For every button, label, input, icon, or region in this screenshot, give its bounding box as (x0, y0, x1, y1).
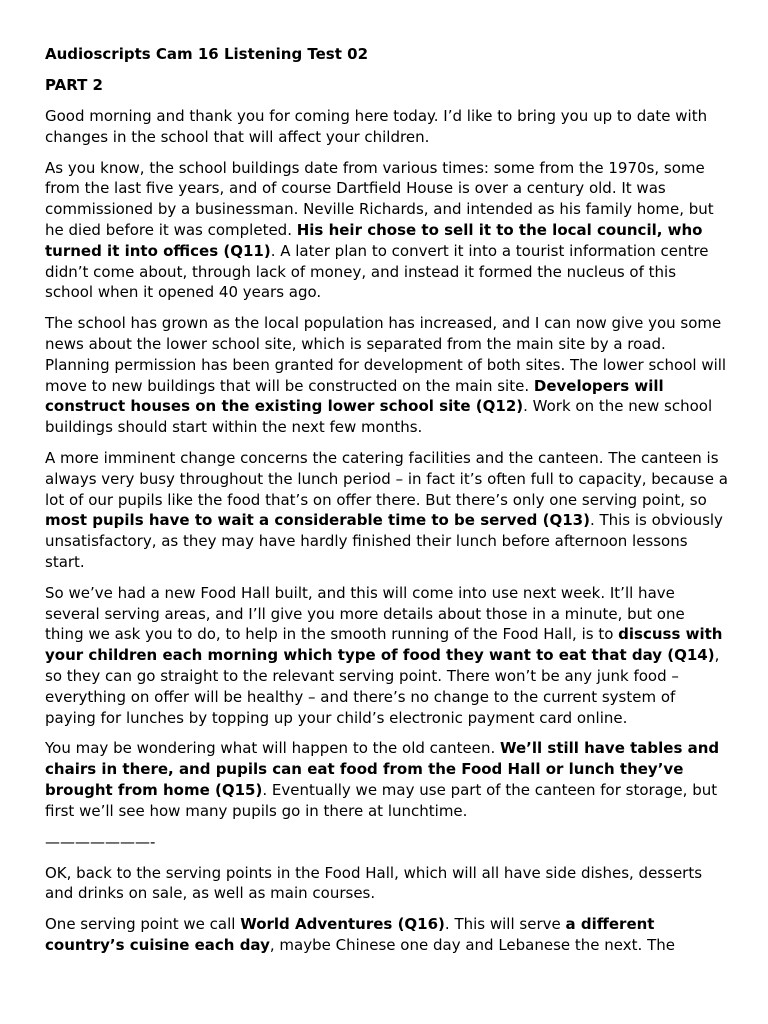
paragraph (45, 738, 728, 821)
document-title: Audioscripts Cam 16 Listening Test 02 (45, 45, 369, 63)
paragraph (45, 914, 728, 956)
bold-answer-text: discuss with your children each morning which type of food they want to eat that day (Q14) (45, 625, 723, 665)
bold-answer-text: World Adventures (Q16) (240, 915, 445, 934)
paragraph-text: You may be wondering what will happen to the old canteen. (45, 739, 500, 758)
paragraph-text: . A later plan to convert it into a tourist information centre didn’t come about, through lack of money, and instead it formed the nucleus of this school when it opened 40 years ago. (45, 241, 709, 302)
paragraph-text: , maybe Chinese one day and Lebanese the next. The (269, 935, 675, 954)
paragraphs-section-2 (45, 863, 728, 956)
paragraph-text: Good morning and thank you for coming here today. I’d like to bring you up to date with changes in the school that will affect your children. (45, 107, 708, 146)
paragraph-text: A more imminent change concerns the catering facilities and the canteen. The canteen is always very busy throughout the lunch period – in fact it’s often full to capacity, because a lot of our pupils like the food that’s on offer there. But there’s only one serving point, so (45, 448, 728, 509)
paragraph-text: . Work on the new school buildings should start within the next few months. (45, 397, 713, 437)
paragraph-text: . Eventually we may use part of the canteen for storage, but first we’ll see how many pupils go in there at lunchtime. (45, 780, 718, 820)
paragraph (45, 313, 728, 438)
paragraph-text: , so they can go straight to the relevant serving point. There won’t be any junk food – everything on offer will be healthy – and there’s no change to the current system of paying for lunches by topping up your child’s electronic payment card online. (45, 646, 720, 727)
paragraph-text: One serving point we call (45, 915, 241, 934)
section-divider: ———————- (45, 832, 156, 851)
bold-answer-text: We’ll still have tables and chairs in there, and pupils can eat food from the Food Hall or lunch they’ve brought from home (Q15) (45, 739, 720, 799)
paragraph (45, 106, 728, 148)
paragraph-text: . This will serve (444, 915, 566, 934)
paragraph-text: So we’ve had a new Food Hall built, and this will come into use next week. It’ll have several serving areas, and I’ll give you more details about those in a minute, but one thing we ask you to do, to help in the smooth running of the Food Hall, is to (45, 583, 685, 644)
paragraph (45, 158, 728, 304)
part-heading: PART 2 (45, 76, 103, 94)
paragraph (45, 863, 728, 905)
paragraph-text: The school has grown as the local population has increased, and I can now give you some news about the lower school site, which is separated from the main site by a road. Planning permission has been granted for development of both sites. The lower school will move to new buildings that will be constructed on the main site. (45, 314, 727, 395)
paragraph (45, 448, 728, 573)
paragraph-text: As you know, the school buildings date from various times: some from the 1970s, some from the last five years, and of course Dartfield House is over a century old. It was commissioned by a businessman. Neville Richards, and intended as his family home, but he died before it was completed. (45, 158, 714, 239)
bold-answer-text: His heir chose to sell it to the local council, who turned it into offices (Q11) (45, 220, 703, 260)
paragraphs-section-1 (45, 106, 728, 822)
paragraph-text: OK, back to the serving points in the Food Hall, which will all have side dishes, desserts and drinks on sale, as well as main courses. (45, 863, 703, 903)
bold-answer-text: most pupils have to wait a considerable time to be served (Q13) (45, 511, 590, 530)
paragraph (45, 583, 728, 729)
paragraph-text: . This is obviously unsatisfactory, as they may have hardly finished their lunch before afternoon lessons start. (45, 511, 723, 571)
bold-answer-text: Developers will construct houses on the existing lower school site (Q12) (45, 376, 664, 416)
bold-answer-text: a different country’s cuisine each day (45, 915, 655, 954)
